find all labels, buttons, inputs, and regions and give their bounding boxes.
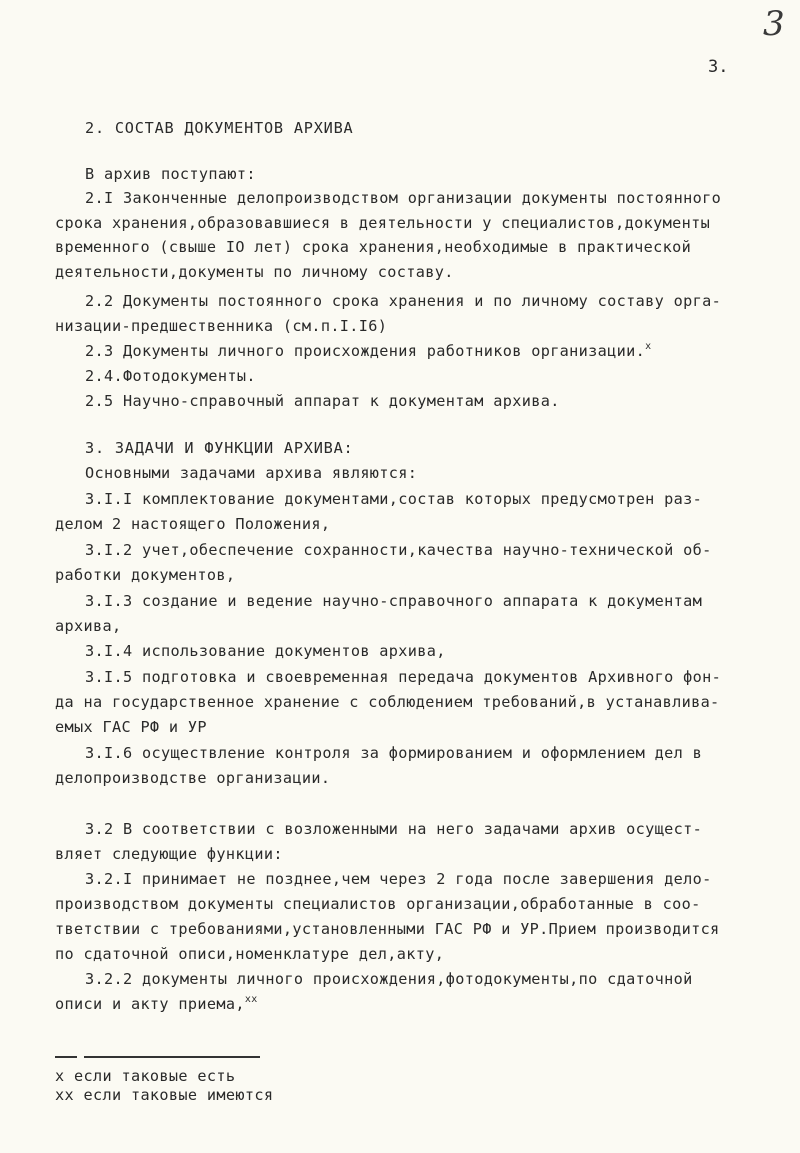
text-line: 3.I.4 использование документов архива, [85, 642, 446, 660]
text-line: 3.I.5 подготовка и своевременная передача документов Архивного фон- [85, 668, 722, 686]
footnote-separator [84, 1056, 260, 1058]
footnote-marker: xx [244, 994, 258, 1005]
section-2-heading: 2. СОСТАВ ДОКУМЕНТОВ АРХИВА [85, 119, 354, 137]
text-line: 2.3 Документы личного происхождения работников организации.$^x$ [85, 341, 652, 360]
text-line: низации-предшественника (см.п.I.I6) [55, 317, 388, 335]
footnote-text: x если таковые есть [55, 1067, 236, 1085]
text-line: 2.I Законченные делопроизводством организации документы постоянного [85, 189, 722, 207]
footnote-text: xx если таковые имеются [55, 1086, 274, 1104]
text-line: срока хранения,образовавшиеся в деятельности у специалистов,документы [55, 214, 711, 232]
text-line: 3.I.6 осуществление контроля за формированием и оформлением дел в [85, 744, 703, 762]
text-line: делопроизводстве организации. [55, 769, 331, 787]
text-line: архива, [55, 617, 122, 635]
page-number: 3. [708, 57, 729, 77]
footnote-separator [55, 1056, 77, 1058]
footnote-marker: x [645, 341, 652, 352]
text-line: Основными задачами архива являются: [85, 464, 418, 482]
text-line: вляет следующие функции: [55, 845, 283, 863]
text-line: 3.I.3 создание и ведение научно-справочного аппарата к документам [85, 592, 703, 610]
handwritten-sheet-number: 3 [763, 4, 785, 44]
text-line: производством документы специалистов организации,обработанные в соо- [55, 895, 701, 913]
text-line: емых ГАС РФ и УР [55, 718, 207, 736]
text-line: да на государственное хранение с соблюдением требований,в устанавлива- [55, 693, 720, 711]
section-2-intro: В архив поступают: [85, 165, 256, 183]
section-3-heading: 3. ЗАДАЧИ И ФУНКЦИИ АРХИВА: [85, 439, 354, 457]
text-line: временного (свыше IO лет) срока хранения,необходимые в практической [55, 238, 692, 256]
text-line: тветствии с требованиями,установленными ГАС РФ и УР.Прием производится [55, 920, 720, 938]
text-line: 2.4.Фотодокументы. [85, 367, 256, 385]
text-line: 3.2.I принимает не позднее,чем через 2 года после завершения дело- [85, 870, 712, 888]
text-line: 3.2 В соответствии с возложенными на него задачами архив осущест- [85, 820, 703, 838]
text-line: 3.I.I комплектование документами,состав которых предусмотрен раз- [85, 490, 703, 508]
text-line: по сдаточной описи,номенклатуре дел,акту, [55, 945, 445, 963]
text-line: делом 2 настоящего Положения, [55, 515, 331, 533]
text-line: 2.2 Документы постоянного срока хранения и по личному составу орга- [85, 292, 722, 310]
text-line: 3.2.2 документы личного происхождения,фотодокументы,по сдаточной [85, 970, 693, 988]
text-line: 2.5 Научно-справочный аппарат к документам архива. [85, 392, 560, 410]
text-line: работки документов, [55, 566, 236, 584]
text-line: деятельности,документы по личному составу. [55, 263, 454, 281]
text-line: описи и акту приема,$^{xx}$ [55, 994, 258, 1013]
text-line: 3.I.2 учет,обеспечение сохранности,качества научно-технической об- [85, 541, 712, 559]
